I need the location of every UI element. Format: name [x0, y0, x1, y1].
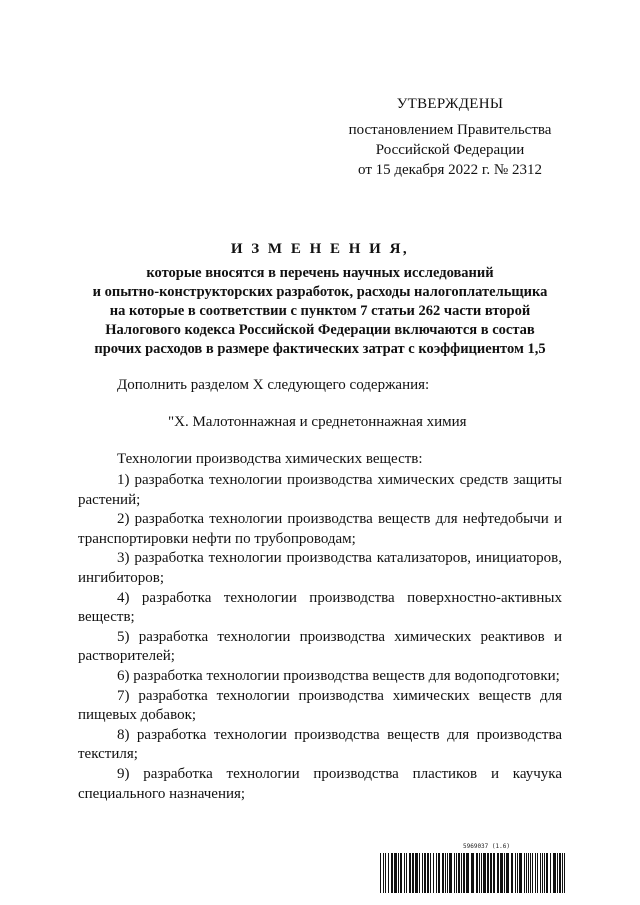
- subtitle-line: Налогового кодекса Российской Федерации включаются в состав: [105, 322, 535, 338]
- intro-paragraph: Дополнить разделом X следующего содержания:: [117, 377, 430, 393]
- items-list: [78, 471, 562, 804]
- list-item: 5) разработка технологии производства химических реактивов и растворителей;: [78, 628, 562, 665]
- document-subtitle: [70, 264, 570, 359]
- list-item: 1) разработка технологии производства химических средств защиты растений;: [78, 472, 562, 508]
- approval-line: от 15 декабря 2022 г. № 2312: [358, 162, 542, 178]
- approval-heading: УТВЕРЖДЕНЫ: [396, 96, 504, 112]
- list-item: 7) разработка технологии производства химических веществ для пищевых добавок;: [78, 687, 562, 724]
- barcode-label: 5969037 (1.6): [463, 843, 510, 850]
- list-item: 6) разработка технологии производства веществ для водоподготовки;: [117, 667, 560, 684]
- list-item: 8) разработка технологии производства веществ для производства текстиля;: [78, 726, 562, 763]
- document-title: И З М Е Н Е Н И Я,: [230, 241, 410, 257]
- subtitle-line: на которые в соответствии с пунктом 7 статьи 262 части второй: [109, 303, 531, 319]
- subtitle-line: прочих расходов в размере фактических затрат с коэффициентом 1,5: [94, 341, 546, 357]
- approval-line: Российской Федерации: [375, 142, 525, 158]
- lead-paragraph: Технологии производства химических веществ:: [117, 451, 423, 467]
- approval-line: постановлением Правительства: [348, 122, 552, 138]
- list-item: 3) разработка технологии производства катализаторов, инициаторов, ингибиторов;: [78, 550, 562, 586]
- subtitle-line: которые вносятся в перечень научных исследований: [146, 265, 494, 281]
- approval-block: [330, 94, 570, 180]
- section-heading: "X. Малотоннажная и среднетоннажная химия: [168, 414, 467, 430]
- subtitle-line: и опытно-конструкторских разработок, расходы налогоплательщика: [92, 284, 548, 300]
- list-item: 2) разработка технологии производства веществ для нефтедобычи и транспортировки нефти по трубопроводам;: [78, 511, 562, 547]
- list-item: 9) разработка технологии производства пластиков и каучука специального назначения;: [78, 765, 562, 802]
- list-item: 4) разработка технологии производства поверхностно-активных веществ;: [78, 589, 562, 626]
- barcode: [380, 853, 566, 893]
